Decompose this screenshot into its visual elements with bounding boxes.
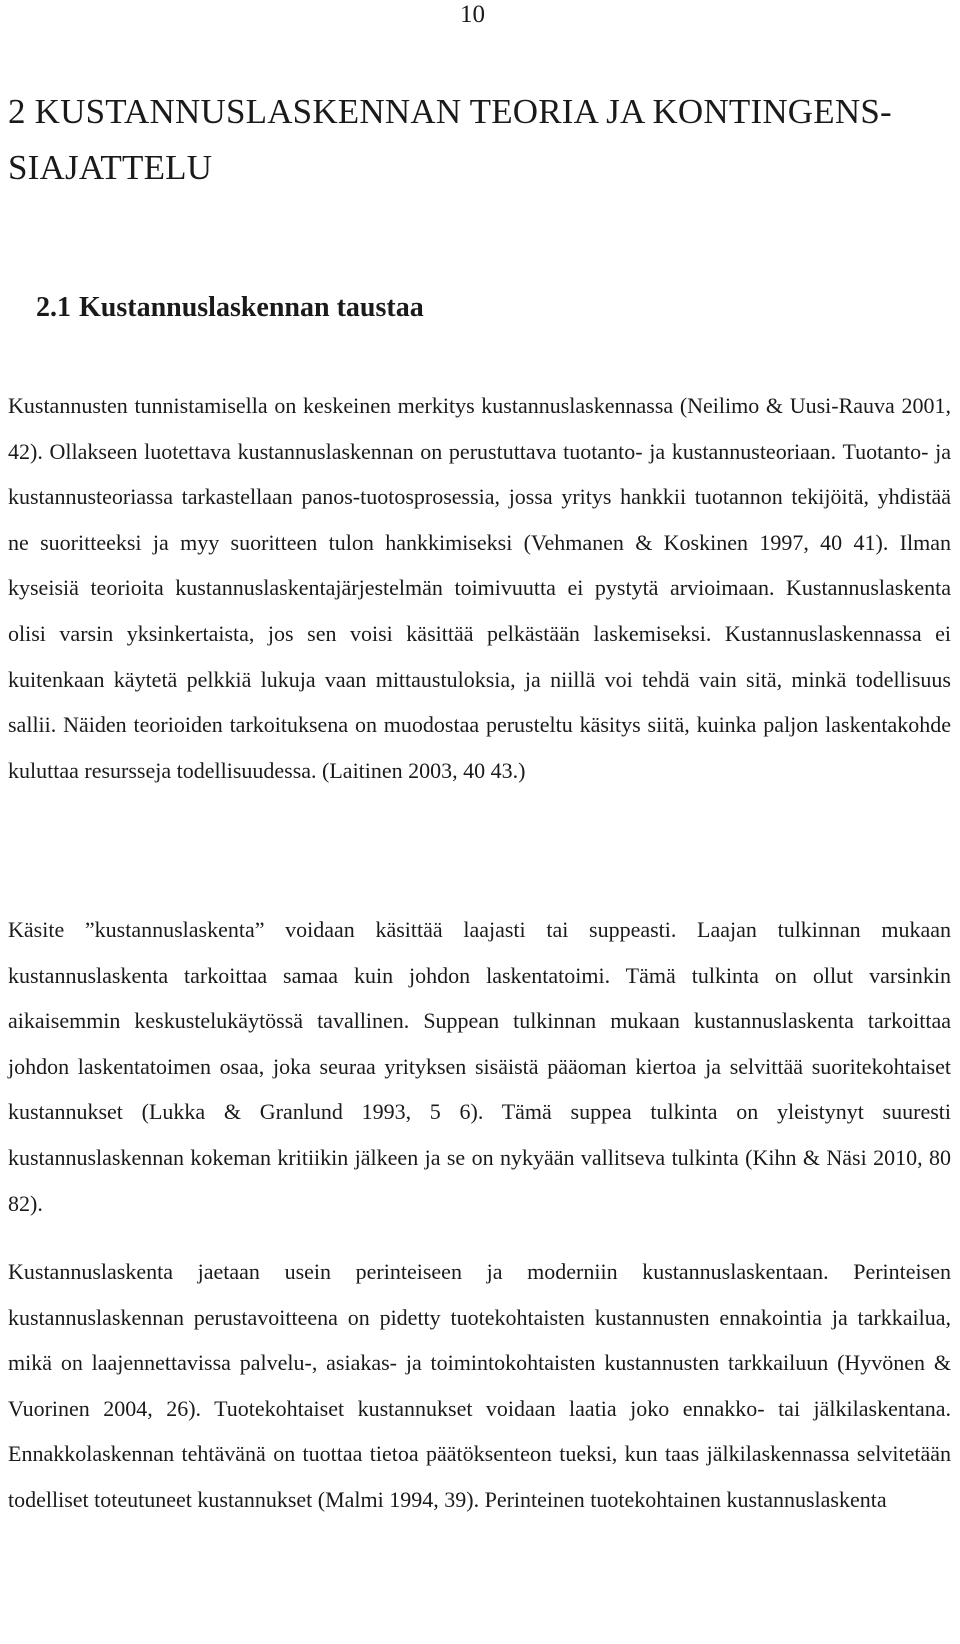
section-heading — [36, 290, 424, 326]
section-number: 2.1 — [36, 292, 71, 323]
section-title: Kustannuslaskennan taustaa — [79, 292, 424, 323]
body-paragraph-3: Kustannuslaskenta jaetaan usein perinteiseen ja moderniin kustannuslaskentaan. Perinteisen kustannuslaskennan perustavoitteena on pidetty tuotekohtaisten kustannusten ennakointia ja tarkkailua, mikä on laajennettavissa palvelu-, asiakas- ja toimintokohtaisten kustannusten tarkkailuun (Hyvönen & Vuorinen 2004, 26). Tuotekohtaiset kustannukset voidaan laatia joko ennakko- tai jälkilaskentana. Ennakkolaskennan tehtävänä on tuottaa tietoa päätöksenteon tueksi, kun taas jälkilaskennassa selvitetään todelliset toteutuneet kustannukset (Malmi 1994, 39). Perinteinen tuotekohtainen kustannuslaskenta — [8, 1259, 951, 1512]
chapter-title: 2 KUSTANNUSLASKENNAN TEORIA JA KONTINGENSSIAJATTELU — [8, 92, 892, 187]
body-paragraph-1: Kustannusten tunnistamisella on keskeinen merkitys kustannuslaskennassa (Neilimo & Uusi-Rauva 2001, 42). Ollakseen luotettava kustannuslaskennan on perustuttava tuotanto- ja kustannusteoriaan. Tuotanto- ja kustannusteoriassa tarkastellaan panos-tuotosprosessia, jossa yritys hankkii tuotannon tekijöitä, yhdistää ne suoritteeksi ja myy suoritteen tulon hankkimiseksi (Vehmanen & Koskinen 1997, 40 41). Ilman kyseisiä teorioita kustannuslaskentajärjestelmän toimivuutta ei pystytä arvioimaan. Kustannuslaskenta olisi varsin yksinkertaista, jos sen voisi käsittää pelkästään laskemiseksi. Kustannuslaskennassa ei kuitenkaan käytetä pelkkiä lukuja vaan mittaustuloksia, ja niillä voi tehdä vain sitä, minkä todellisuus sallii. Näiden teorioiden tarkoituksena on muodostaa perusteltu käsitys siitä, kuinka paljon laskentakohde kuluttaa resursseja todellisuudessa. (Laitinen 2003, 40 43.) — [8, 393, 951, 783]
page-number: 10 — [460, 1, 485, 28]
body-paragraph-2: Käsite ”kustannuslaskenta” voidaan käsittää laajasti tai suppeasti. Laajan tulkinnan mukaan kustannuslaskenta tarkoittaa samaa kuin johdon laskentatoimi. Tämä tulkinta on ollut varsinkin aikaisemmin keskustelukäytössä tavallinen. Suppean tulkinnan mukaan kustannuslaskenta tarkoittaa johdon laskentatoimen osaa, joka seuraa yrityksen sisäistä pääoman kiertoa ja selvittää suoritekohtaiset kustannukset (Lukka & Granlund 1993, 5 6). Tämä suppea tulkinta on yleistynyt suuresti kustannuslaskennan kokeman kritiikin jälkeen ja se on nykyään vallitseva tulkinta (Kihn & Näsi 2010, 80 82). — [8, 917, 951, 1216]
